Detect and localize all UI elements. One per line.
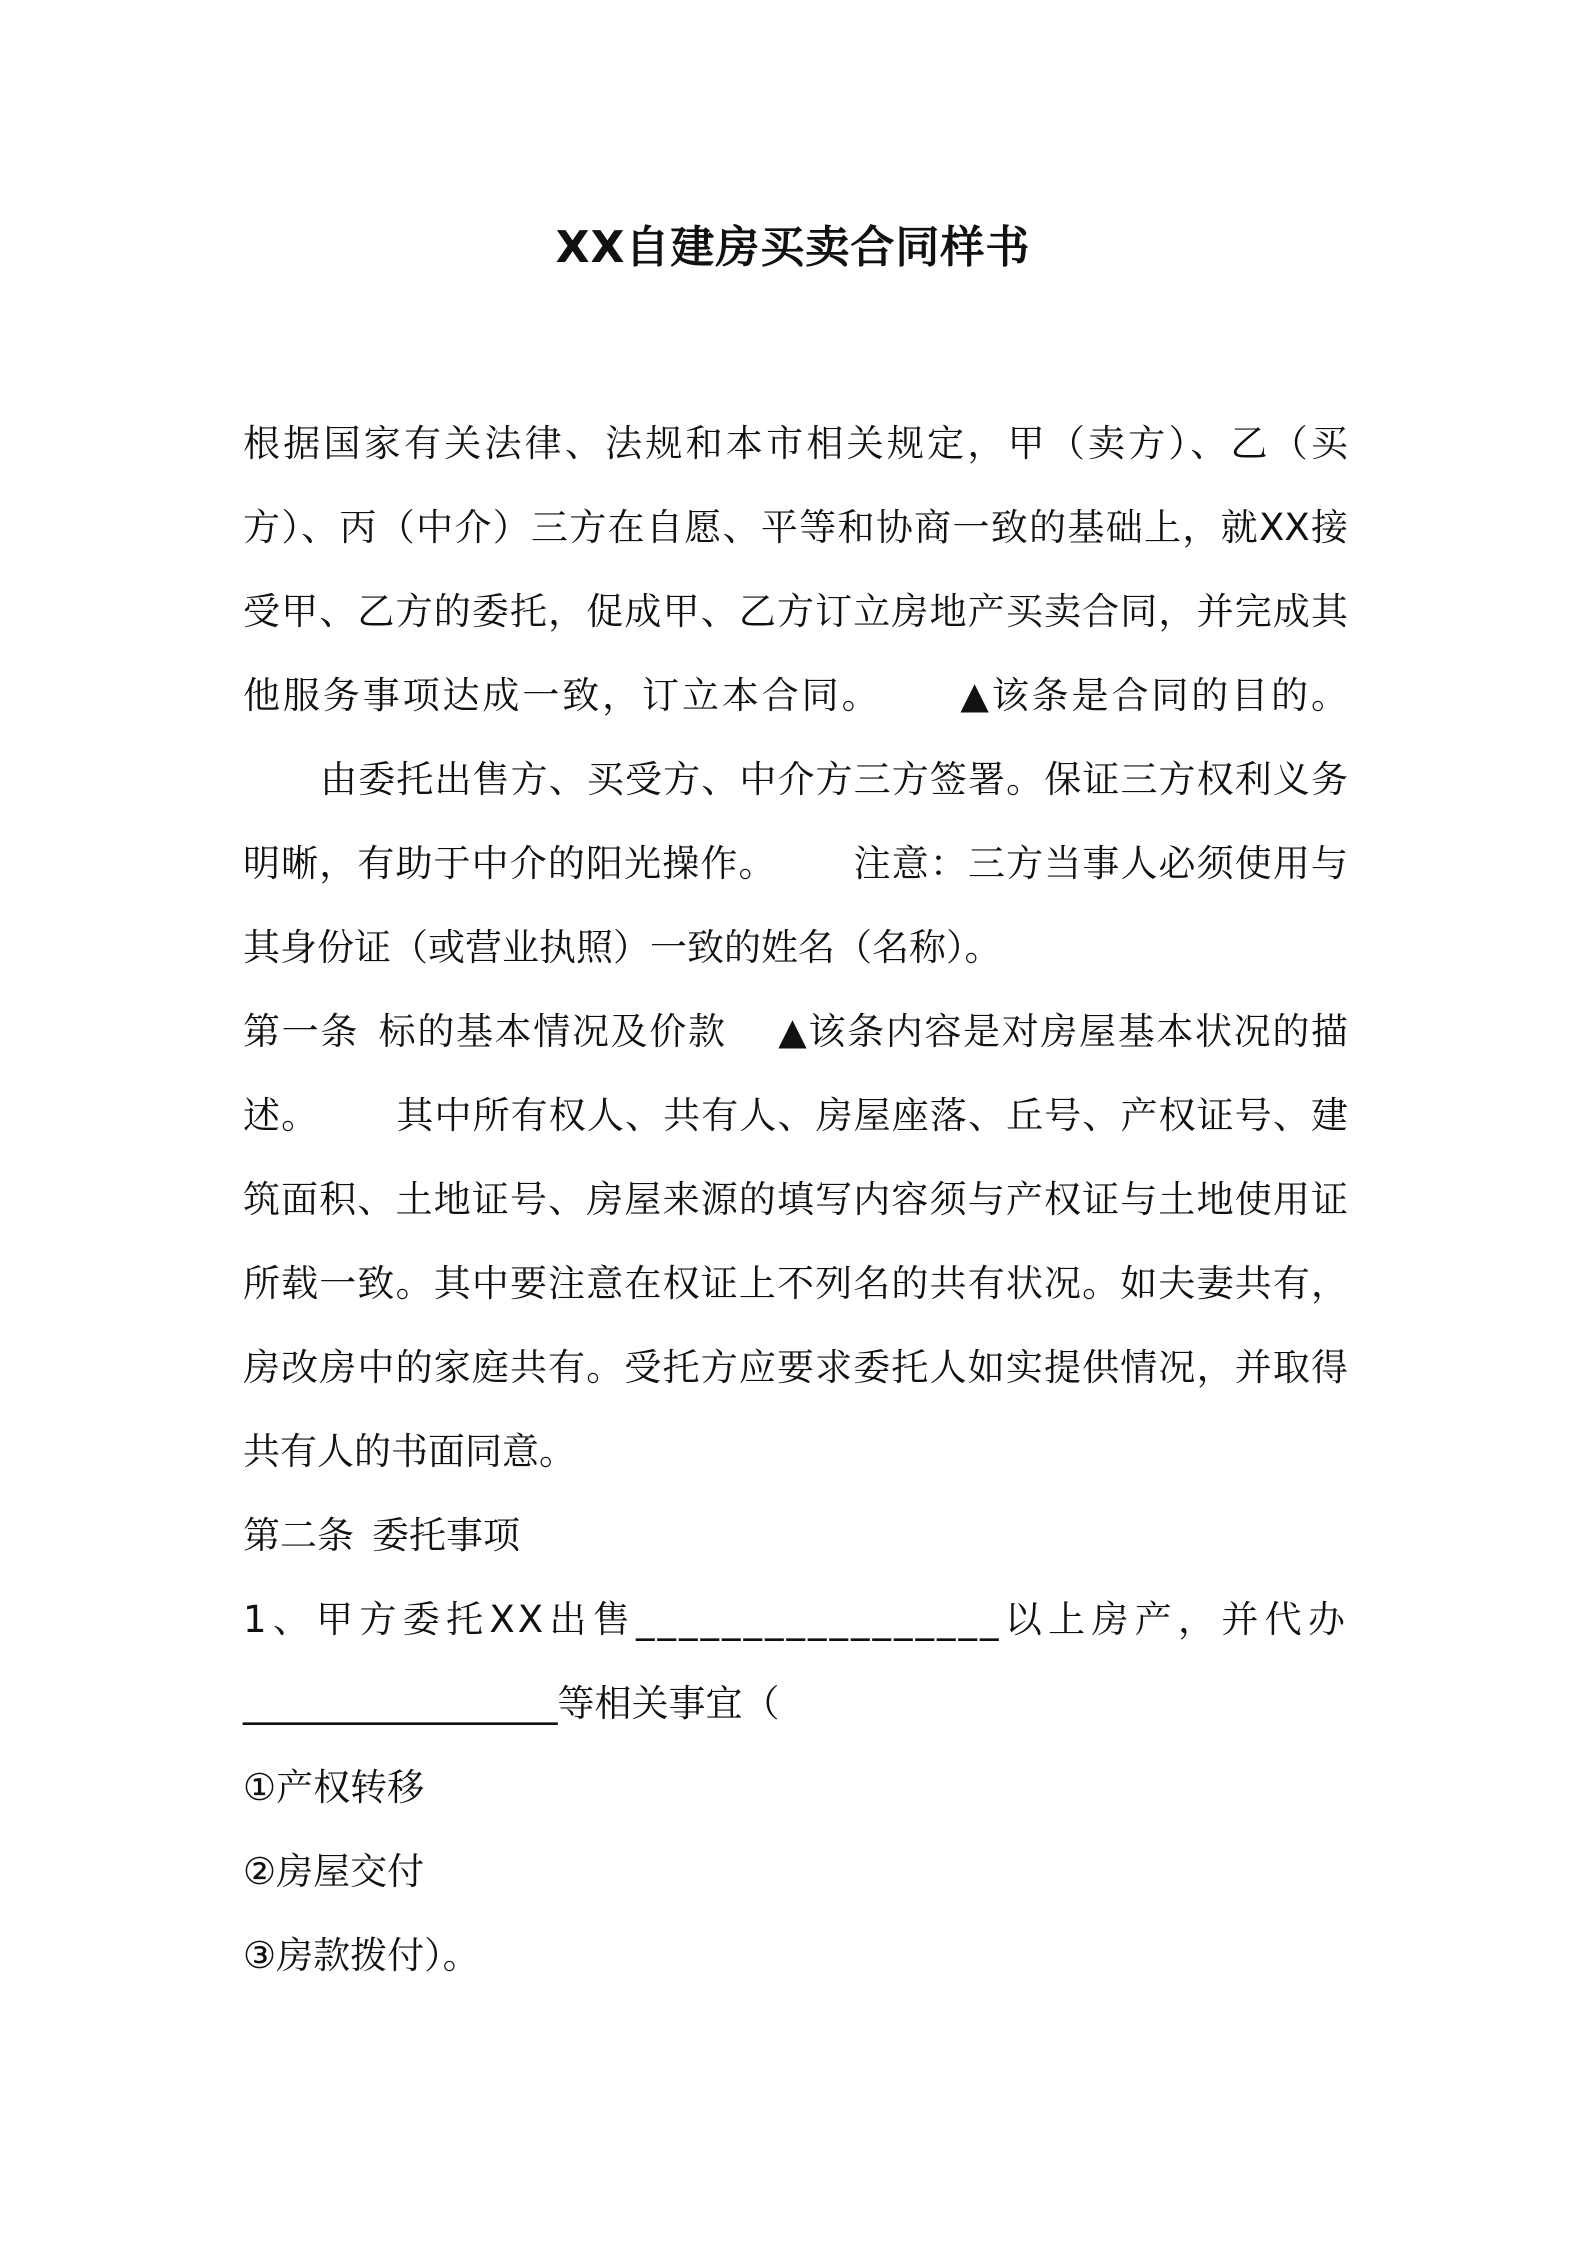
article1-heading: 第一条 bbox=[243, 1010, 359, 1053]
article2-item1-line1 bbox=[243, 1578, 1348, 1662]
intro-note-names: 注意：三方当事人必须使用与其身份证（或营业执照）一致的姓名（名称）。 bbox=[243, 842, 1349, 969]
document-title: XX自建房买卖合同样书 bbox=[555, 222, 1031, 273]
article1-heading-title: 标的基本情况及价款 bbox=[377, 1010, 727, 1053]
article2-item1-text: 1、甲方委托XX出售 bbox=[243, 1598, 637, 1641]
article2-heading: 第二条 bbox=[243, 1514, 354, 1557]
intro-note-signing: 由委托出售方、买受方、中介方三方签署。保证三方权利义务明晰，有助于中介的阳光操作。 bbox=[243, 758, 1348, 885]
intro-text: 根据国家有关法律、法规和本市相关规定，甲（卖方）、乙（买方）、丙（中介）三方在自愿、平等和协商一致的基础上，就XX接受甲、乙方的委托，促成甲、乙方订立房地产买卖合同，并完成其他服务事项达成一致，订立本合同。 bbox=[243, 422, 1348, 717]
sub-item-title-transfer: ①产权转移 bbox=[243, 1766, 425, 1809]
article2-item1-line2 bbox=[243, 1662, 1348, 1746]
article1-note-description: ▲该条内容是对房屋基本状况的描述。 bbox=[243, 1010, 1349, 1137]
article2-blank-2: _________________ bbox=[243, 1682, 558, 1725]
article2-item1-text-b: 以上房产，并代办 bbox=[1001, 1598, 1348, 1641]
intro-note-purpose: ▲该条是合同的目的。 bbox=[957, 674, 1348, 717]
article1-paragraph bbox=[243, 990, 1348, 1494]
article1-note-details: 其中所有权人、共有人、房屋座落、丘号、产权证号、建筑面积、土地证号、房屋来源的填写内容须与产权证与土地使用证所载一致。其中要注意在权证上不列名的共有状况。如夫妻共有，房改房中的家庭共有。受托方应要求委托人如实提供情况，并取得共有人的书面同意。 bbox=[243, 1094, 1349, 1473]
sub-item-payment: ③房款拨付）。 bbox=[243, 1934, 480, 1977]
sub-item-house-delivery: ②房屋交付 bbox=[243, 1850, 425, 1893]
article2-blank-1: _________________ bbox=[636, 1598, 1002, 1641]
document-body bbox=[243, 402, 1348, 1998]
intro-paragraph bbox=[243, 402, 1348, 990]
article2-heading-line bbox=[243, 1494, 1348, 1578]
article2-heading-title: 委托事项 bbox=[372, 1514, 520, 1557]
article2-item1-text-c: 等相关事宜（ bbox=[557, 1682, 780, 1725]
